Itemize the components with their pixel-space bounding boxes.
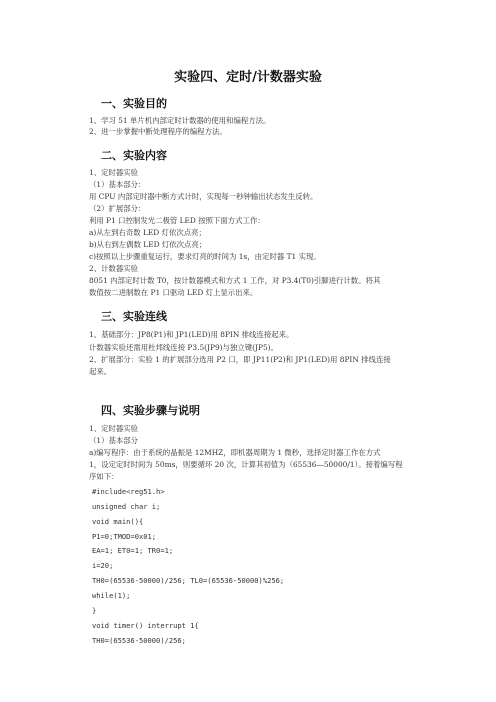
text-line: 数值按二进制数在 P1 口驱动 LED 灯上显示出来。	[89, 288, 258, 297]
text-line: 1、学习 51 单片机内部定时计数器的使用和编程方法。	[89, 116, 271, 125]
section-heading: 二、实验内容	[101, 149, 167, 162]
text-line: 2、扩展部分：实验 1 的扩展部分选用 P2 口，即 JP11(P2)和 JP1(LED)用 8PIN 排线连接	[89, 355, 391, 364]
section-heading: 一、实验目的	[101, 97, 167, 110]
code-line: unsigned char i;	[92, 502, 161, 511]
code-line: void timer() interrupt 1{	[92, 621, 199, 630]
code-line: i=20;	[92, 561, 114, 570]
text-line: 1、基础部分：JP8(P1)和 JP1(LED)用 8PIN 排线连接起来。	[89, 330, 294, 339]
text-line: a)从左到右奇数 LED 灯依次点亮；	[89, 228, 206, 237]
text-line: 起来。	[89, 367, 112, 376]
code-line: }	[92, 606, 97, 615]
code-line: P1=0;TMOD=0x01;	[92, 532, 157, 541]
text-line: 1、定时器实验	[89, 168, 139, 177]
page-title: 实验四、定时/计数器实验	[174, 70, 322, 85]
section-heading: 三、实验连线	[101, 310, 167, 323]
text-line: （2）扩展部分：	[89, 204, 146, 213]
text-line: 1、定时器实验	[89, 424, 139, 433]
code-line: #include<reg51.h>	[92, 487, 165, 496]
text-line: c)按照以上步骤重复运行，要求灯亮的时间为 1s，由定时器 T1 实现。	[89, 252, 321, 261]
code-line: while(1);	[92, 591, 131, 600]
text-line: b)从右到左偶数 LED 灯依次点亮；	[89, 240, 207, 249]
text-line: a)编写程序：由于系统的晶振是 12MHZ，即机器周期为 1 微秒，选择定时器工作在方式	[89, 448, 381, 457]
text-line: 用 CPU 内部定时器中断方式计时，实现每一秒钟输出状态发生反转。	[89, 192, 318, 201]
text-line: 利用 P1 口控制发光二极管 LED 按照下面方式工作：	[89, 216, 265, 225]
text-line: 2、进一步掌握中断处理程序的编程方法。	[89, 127, 227, 136]
text-line: （1）基本部分：	[89, 180, 146, 189]
text-line: （1）基本部分	[89, 436, 139, 445]
text-line: 序如下：	[89, 472, 119, 481]
code-line: void main(){	[92, 517, 144, 526]
text-line: 计数器实验还需用杜邦线连接 P3.5(JP9)与独立键(JP5)。	[89, 343, 278, 352]
text-line: 8051 内部定时计数 T0，按计数器模式和方式 1 工作，对 P3.4(T0)引脚进行计数。将其	[89, 276, 381, 285]
section-heading: 四、实验步骤与说明	[101, 404, 200, 417]
code-line: TH0=(65536-50000)/256; TL0=(65536-50000)%256;	[92, 576, 285, 585]
text-line: 1，设定定时时间为 50ms，则要循环 20 次，计算其初值为（65536—50000/1）。接着编写程	[89, 460, 403, 469]
code-line: EA=1; ET0=1; TR0=1;	[92, 546, 174, 555]
text-line: 2、计数器实验	[89, 264, 139, 273]
code-line: TH0=(65536-50000)/256;	[92, 636, 186, 645]
